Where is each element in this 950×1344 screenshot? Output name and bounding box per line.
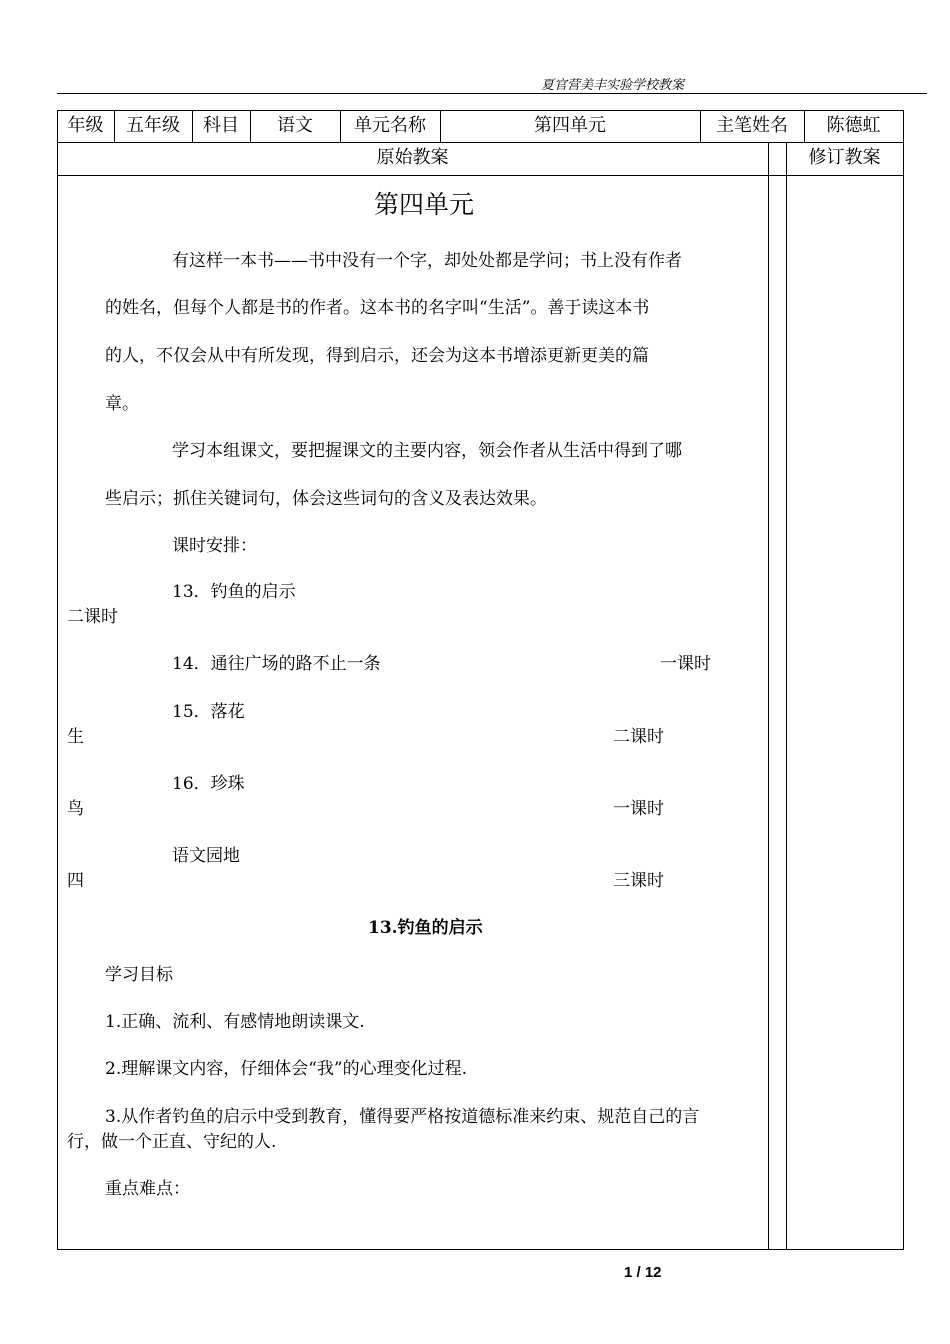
unit-label: 单元名称: [354, 115, 426, 136]
subject-label: 科目: [203, 115, 239, 136]
goal-item: 2.理解课文内容，仔细体会“我”的心理变化过程.: [105, 1059, 468, 1079]
column-header-bottom-border: [57, 175, 904, 176]
schedule-item-hours: 二课时: [613, 727, 664, 747]
grade-label: 年级: [67, 115, 104, 136]
schedule-item-tail: 生: [67, 727, 84, 747]
author-label: 主笔姓名: [716, 115, 788, 136]
key-points-label: 重点难点：: [105, 1179, 190, 1199]
goal-item: 3.从作者钓鱼的启示中受到教育，懂得要严格按道德标准来约束、规范自己的言: [105, 1107, 700, 1127]
goal-item: 行，做一个正直、守纪的人.: [67, 1132, 277, 1152]
subject-value: 语文: [277, 115, 313, 136]
unit-title: 第四单元: [374, 190, 475, 219]
schedule-item-title: 16．珍珠: [172, 774, 245, 794]
author-value: 陈德虹: [826, 115, 881, 136]
intro-line: 的人，不仅会从中有所发现，得到启示，还会为这本书增添更新更美的篇: [105, 346, 649, 366]
intro-line: 有这样一本书——书中没有一个字，却处处都是学问；书上没有作者: [172, 251, 682, 271]
schedule-item-title: 14．通往广场的路不止一条: [172, 654, 381, 674]
lesson-title: 13.钓鱼的启示: [368, 918, 483, 938]
schedule-label: 课时安排：: [172, 536, 257, 556]
schedule-item-hours: 一课时: [660, 654, 711, 674]
column-divider: [768, 142, 769, 1250]
goals-label: 学习目标: [105, 965, 173, 985]
school-header: 夏官营美丰实验学校教案: [541, 78, 685, 93]
intro-line: 章。: [105, 394, 139, 414]
table-right-border: [903, 110, 904, 1250]
intro-line: 的姓名，但每个人都是书的作者。这本书的名字叫“生活”。善于读这本书: [105, 298, 650, 318]
unit-value: 第四单元: [534, 115, 606, 136]
schedule-item-tail: 鸟: [67, 799, 84, 819]
column-divider: [786, 142, 787, 1250]
original-plan-header: 原始教案: [376, 147, 449, 168]
grade-value: 五年级: [126, 115, 180, 136]
schedule-item-hours: 一课时: [613, 799, 664, 819]
schedule-item-title: 15．落花: [172, 702, 245, 722]
header-rule: [57, 93, 927, 94]
schedule-item-hours: 三课时: [613, 871, 664, 891]
schedule-item-hours: 二课时: [67, 607, 118, 627]
schedule-item-title: 语文园地: [172, 846, 240, 866]
schedule-item-tail: 四: [67, 871, 84, 891]
table-left-border: [57, 110, 58, 1250]
study-line: 些启示；抓住关键词句，体会这些词句的含义及表达效果。: [105, 489, 547, 509]
study-line: 学习本组课文，要把握课文的主要内容，领会作者从生活中得到了哪: [172, 441, 682, 461]
schedule-item-title: 13．钓鱼的启示: [172, 582, 296, 602]
goal-item: 1.正确、流利、有感情地朗读课文.: [105, 1012, 365, 1032]
revised-plan-header: 修订教案: [808, 147, 881, 168]
page-number: 1 / 12: [624, 1264, 662, 1281]
table-bottom-border: [57, 1249, 904, 1250]
